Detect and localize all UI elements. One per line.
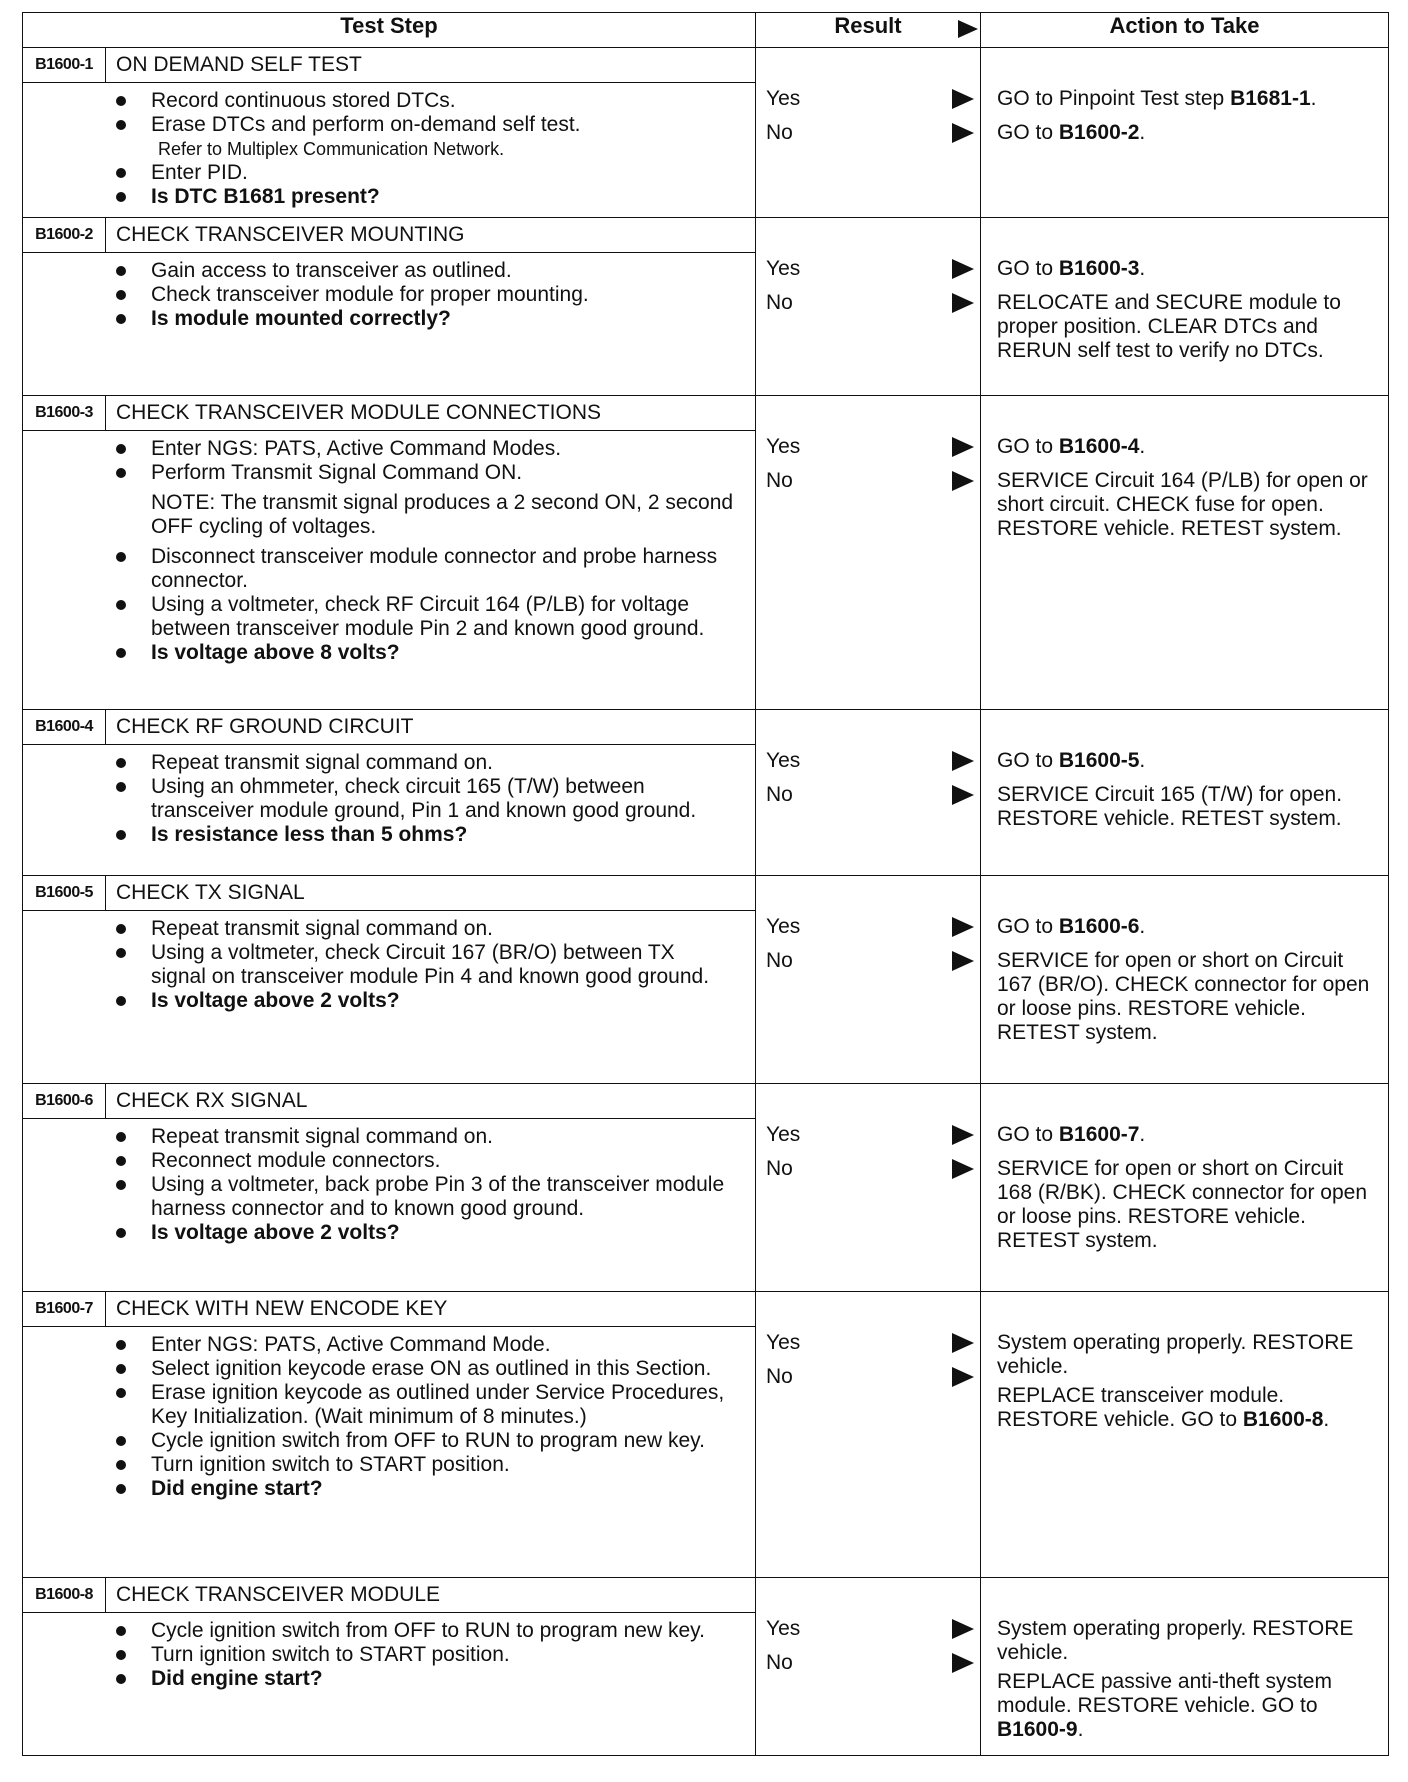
result-spacer xyxy=(756,876,980,910)
table-body xyxy=(23,48,1389,1756)
arrow-right-icon xyxy=(952,1619,974,1639)
action-text-end: . xyxy=(1077,1718,1084,1741)
no-action-text xyxy=(997,291,1380,363)
result-cell xyxy=(756,710,981,876)
step-header xyxy=(23,218,755,253)
action-text: GO to xyxy=(997,257,1059,280)
step-question: Is module mounted correctly? xyxy=(23,307,735,331)
table-row xyxy=(23,218,1389,396)
result-cell xyxy=(756,1084,981,1292)
arrow-right-icon xyxy=(952,917,974,937)
step-reference: B1600-7 xyxy=(1058,1123,1140,1146)
result-yes xyxy=(756,82,980,116)
no-action xyxy=(997,1152,1380,1253)
result-yes-label: Yes xyxy=(766,1123,801,1146)
step-title: CHECK WITH NEW ENCODE KEY xyxy=(116,1297,448,1320)
yes-action-text xyxy=(997,915,1145,939)
result-no xyxy=(756,286,980,320)
step-title: CHECK TRANSCEIVER MODULE CONNECTIONS xyxy=(116,401,602,424)
action-content xyxy=(981,218,1388,363)
step-title: CHECK TX SIGNAL xyxy=(116,881,305,904)
action-text: GO to xyxy=(997,435,1059,458)
action-text: GO to xyxy=(997,749,1059,772)
step-header xyxy=(23,48,755,83)
result-no xyxy=(756,944,980,978)
action-text-end: . xyxy=(1139,1123,1146,1146)
action-content xyxy=(981,396,1388,541)
step-instructions xyxy=(23,1327,755,1509)
result-yes xyxy=(756,1612,980,1646)
arrow-right-icon xyxy=(952,293,974,313)
step-instructions xyxy=(23,1613,755,1699)
action-spacer xyxy=(997,48,1380,82)
action-text: RELOCATE and SECURE module to proper position. CLEAR DTCs and RERUN self test to verify no DTCs. xyxy=(997,291,1341,362)
step-header xyxy=(23,396,755,431)
action-text: REPLACE passive anti-theft system module. RESTORE vehicle. GO to xyxy=(997,1670,1332,1717)
no-action xyxy=(997,286,1380,363)
result-no-label: No xyxy=(766,121,793,144)
result-no-label: No xyxy=(766,1365,793,1388)
test-step-cell xyxy=(23,218,756,396)
arrow-right-icon xyxy=(958,20,978,38)
action-content xyxy=(981,876,1388,1045)
arrow-right-icon xyxy=(952,123,974,143)
list-item: Check transceiver module for proper mounting. xyxy=(23,283,735,307)
arrow-right-icon xyxy=(952,259,974,279)
table-row xyxy=(23,48,1389,218)
action-text: SERVICE for open or short on Circuit 167 (BR/O). CHECK connector for open or loose pins. RESTORE vehicle. RETEST system. xyxy=(997,949,1370,1044)
list-item: Repeat transmit signal command on. xyxy=(23,751,735,775)
result-no xyxy=(756,778,980,812)
step-instructions xyxy=(23,431,755,673)
list-item: Cycle ignition switch from OFF to RUN to program new key. xyxy=(23,1619,735,1643)
list-item: Select ignition keycode erase ON as outlined in this Section. xyxy=(23,1357,735,1381)
result-yes xyxy=(756,910,980,944)
step-header xyxy=(23,710,755,745)
table-row xyxy=(23,1292,1389,1578)
action-cell xyxy=(981,876,1389,1084)
test-step-cell xyxy=(23,396,756,710)
header-action: Action to Take xyxy=(981,13,1389,48)
result-yes-label: Yes xyxy=(766,915,801,938)
action-text-end: . xyxy=(1139,121,1146,144)
table-row xyxy=(23,876,1389,1084)
list-item: Turn ignition switch to START position. xyxy=(23,1453,735,1477)
result-no-label: No xyxy=(766,469,793,492)
no-action-text xyxy=(997,1157,1380,1253)
action-text: GO to xyxy=(997,915,1059,938)
step-header xyxy=(23,1084,755,1119)
step-id: B1600-5 xyxy=(23,876,106,910)
result-yes xyxy=(756,744,980,778)
result-yes xyxy=(756,1118,980,1152)
step-title: ON DEMAND SELF TEST xyxy=(116,53,362,76)
action-spacer xyxy=(997,1292,1380,1326)
step-id: B1600-6 xyxy=(23,1084,106,1118)
test-table xyxy=(22,12,1389,1756)
step-reference: B1600-2 xyxy=(1058,121,1140,144)
list-item: Enter NGS: PATS, Active Command Modes. xyxy=(23,437,735,461)
test-step-cell xyxy=(23,710,756,876)
action-spacer xyxy=(997,1084,1380,1118)
result-spacer xyxy=(756,48,980,82)
step-id: B1600-8 xyxy=(23,1578,106,1612)
arrow-right-icon xyxy=(952,951,974,971)
result-cell xyxy=(756,876,981,1084)
arrow-right-icon xyxy=(952,89,974,109)
step-title: CHECK RX SIGNAL xyxy=(116,1089,308,1112)
no-action xyxy=(997,944,1380,1045)
arrow-right-icon xyxy=(952,437,974,457)
action-content xyxy=(981,1292,1388,1432)
no-action xyxy=(997,1665,1380,1742)
result-spacer xyxy=(756,218,980,252)
action-text-end: . xyxy=(1323,1408,1330,1431)
action-text: System operating properly. RESTORE vehicle. xyxy=(997,1617,1354,1664)
action-text: REPLACE transceiver module. RESTORE vehicle. GO to xyxy=(997,1384,1285,1431)
test-step-cell xyxy=(23,1292,756,1578)
step-header xyxy=(23,876,755,911)
table-header-row xyxy=(23,13,1389,48)
step-id: B1600-3 xyxy=(23,396,106,430)
list-item: Repeat transmit signal command on. xyxy=(23,917,735,941)
list-item: Gain access to transceiver as outlined. xyxy=(23,259,735,283)
result-spacer xyxy=(756,1578,980,1612)
result-cell xyxy=(756,218,981,396)
step-question: Is voltage above 2 volts? xyxy=(23,1221,735,1245)
action-cell xyxy=(981,1084,1389,1292)
no-action xyxy=(997,778,1380,831)
action-text-end: . xyxy=(1139,435,1146,458)
result-cell xyxy=(756,1292,981,1578)
table-row xyxy=(23,396,1389,710)
header-result xyxy=(756,13,981,48)
step-reference: B1600-9 xyxy=(997,1718,1078,1741)
yes-action xyxy=(997,910,1380,944)
result-yes-label: Yes xyxy=(766,1617,801,1640)
list-item: Cycle ignition switch from OFF to RUN to program new key. xyxy=(23,1429,735,1453)
step-instructions xyxy=(23,745,755,855)
result-no-label: No xyxy=(766,1157,793,1180)
action-cell xyxy=(981,1292,1389,1578)
no-action-text xyxy=(997,1670,1380,1742)
table-row xyxy=(23,710,1389,876)
list-item: Using a voltmeter, check RF Circuit 164 (P/LB) for voltage between transceiver module Pin 2 and known good ground. xyxy=(23,593,735,641)
step-reference: B1600-8 xyxy=(1242,1408,1324,1431)
header-result-label: Result xyxy=(834,13,902,38)
list-item: Turn ignition switch to START position. xyxy=(23,1643,735,1667)
step-reference: B1600-6 xyxy=(1058,915,1140,938)
no-action-text xyxy=(997,121,1145,145)
action-content xyxy=(981,48,1388,150)
yes-action xyxy=(997,82,1380,116)
arrow-right-icon xyxy=(952,1367,974,1387)
step-header xyxy=(23,1292,755,1327)
result-cell xyxy=(756,396,981,710)
yes-action xyxy=(997,1612,1380,1665)
no-action xyxy=(997,464,1380,541)
result-no-label: No xyxy=(766,949,793,972)
result-no-label: No xyxy=(766,783,793,806)
no-action-text xyxy=(997,783,1380,831)
result-cell xyxy=(756,48,981,218)
action-text-end: . xyxy=(1139,749,1146,772)
result-no xyxy=(756,464,980,498)
arrow-right-icon xyxy=(952,1125,974,1145)
result-yes xyxy=(756,1326,980,1360)
no-action xyxy=(997,116,1380,150)
test-step-cell xyxy=(23,1084,756,1292)
step-header xyxy=(23,1578,755,1613)
arrow-right-icon xyxy=(952,471,974,491)
list-item: Enter PID. xyxy=(23,161,735,185)
result-yes-label: Yes xyxy=(766,749,801,772)
result-no xyxy=(756,116,980,150)
no-action xyxy=(997,1379,1380,1432)
step-question: Is voltage above 2 volts? xyxy=(23,989,735,1013)
action-spacer xyxy=(997,710,1380,744)
table-row xyxy=(23,1578,1389,1756)
step-id: B1600-1 xyxy=(23,48,106,82)
action-text: SERVICE Circuit 164 (P/LB) for open or short circuit. CHECK fuse for open. RESTORE vehicle. RETEST system. xyxy=(997,469,1368,540)
step-title: CHECK TRANSCEIVER MOUNTING xyxy=(116,223,465,246)
yes-action xyxy=(997,744,1380,778)
action-content xyxy=(981,1578,1388,1742)
list-item: Reconnect module connectors. xyxy=(23,1149,735,1173)
yes-action xyxy=(997,1326,1380,1379)
arrow-right-icon xyxy=(952,751,974,771)
result-yes-label: Yes xyxy=(766,1331,801,1354)
list-item: Record continuous stored DTCs. xyxy=(23,89,735,113)
action-content xyxy=(981,710,1388,831)
yes-action-text xyxy=(997,435,1145,459)
step-note: NOTE: The transmit signal produces a 2 second ON, 2 second OFF cycling of voltages. xyxy=(151,491,734,538)
action-text: SERVICE for open or short on Circuit 168 (R/BK). CHECK connector for open or loose pins. RESTORE vehicle. RETEST system. xyxy=(997,1157,1368,1252)
yes-action-text xyxy=(997,257,1145,281)
list-item: Erase ignition keycode as outlined under Service Procedures, Key Initialization. (Wait minimum of 8 minutes.) xyxy=(23,1381,735,1429)
result-yes-label: Yes xyxy=(766,435,801,458)
action-text: GO to xyxy=(997,121,1059,144)
action-text-end: . xyxy=(1310,87,1317,110)
result-yes xyxy=(756,252,980,286)
step-reference: B1600-4 xyxy=(1058,435,1140,458)
step-question: Did engine start? xyxy=(23,1667,735,1691)
list-item: Repeat transmit signal command on. xyxy=(23,1125,735,1149)
step-instructions xyxy=(23,911,755,1021)
result-spacer xyxy=(756,396,980,430)
list-item: Refer to Multiplex Communication Network. xyxy=(158,139,505,159)
yes-action xyxy=(997,430,1380,464)
list-item: Using a voltmeter, check Circuit 167 (BR/O) between TX signal on transceiver module Pin 4 and known good ground. xyxy=(23,941,735,989)
action-spacer xyxy=(997,396,1380,430)
step-id: B1600-4 xyxy=(23,710,106,744)
result-yes-label: Yes xyxy=(766,257,801,280)
arrow-right-icon xyxy=(952,1159,974,1179)
action-text-end: . xyxy=(1139,257,1146,280)
arrow-right-icon xyxy=(952,785,974,805)
yes-action-text xyxy=(997,749,1145,773)
result-no-label: No xyxy=(766,1651,793,1674)
table-row xyxy=(23,1084,1389,1292)
test-step-cell xyxy=(23,876,756,1084)
yes-action-text xyxy=(997,87,1316,111)
step-id: B1600-2 xyxy=(23,218,106,252)
result-yes-label: Yes xyxy=(766,87,801,110)
action-cell xyxy=(981,396,1389,710)
header-test-step: Test Step xyxy=(23,13,756,48)
list-item: Using a voltmeter, back probe Pin 3 of the transceiver module harness connector and to known good ground. xyxy=(23,1173,735,1221)
result-no xyxy=(756,1646,980,1680)
result-no-label: No xyxy=(766,291,793,314)
result-spacer xyxy=(756,710,980,744)
step-title: CHECK TRANSCEIVER MODULE xyxy=(116,1583,441,1606)
arrow-right-icon xyxy=(952,1653,974,1673)
action-text-end: . xyxy=(1139,915,1146,938)
step-question: Is voltage above 8 volts? xyxy=(23,641,735,665)
test-step-cell xyxy=(23,48,756,218)
action-content xyxy=(981,1084,1388,1253)
list-item: Erase DTCs and perform on-demand self test. xyxy=(23,113,735,137)
result-cell xyxy=(756,1578,981,1756)
action-cell xyxy=(981,710,1389,876)
action-cell xyxy=(981,1578,1389,1756)
action-text: SERVICE Circuit 165 (T/W) for open. RESTORE vehicle. RETEST system. xyxy=(997,783,1343,830)
result-no xyxy=(756,1152,980,1186)
list-item: Disconnect transceiver module connector and probe harness connector. xyxy=(23,545,735,593)
no-action-text xyxy=(997,469,1380,541)
step-title: CHECK RF GROUND CIRCUIT xyxy=(116,715,414,738)
list-item: Enter NGS: PATS, Active Command Mode. xyxy=(23,1333,735,1357)
action-spacer xyxy=(997,1578,1380,1612)
action-text: GO to Pinpoint Test step xyxy=(997,87,1231,110)
action-text: GO to xyxy=(997,1123,1059,1146)
test-step-cell xyxy=(23,1578,756,1756)
step-id: B1600-7 xyxy=(23,1292,106,1326)
list-item: Using an ohmmeter, check circuit 165 (T/W) between transceiver module ground, Pin 1 and known good ground. xyxy=(23,775,735,823)
step-reference: B1600-5 xyxy=(1058,749,1140,772)
yes-action-text xyxy=(997,1331,1380,1379)
result-yes xyxy=(756,430,980,464)
yes-action xyxy=(997,1118,1380,1152)
yes-action-text xyxy=(997,1617,1380,1665)
no-action-text xyxy=(997,1384,1380,1432)
step-instructions xyxy=(23,1119,755,1253)
result-spacer xyxy=(756,1084,980,1118)
result-spacer xyxy=(756,1292,980,1326)
step-reference: B1681-1 xyxy=(1230,87,1311,110)
action-cell xyxy=(981,48,1389,218)
yes-action xyxy=(997,252,1380,286)
result-no xyxy=(756,1360,980,1394)
step-question: Is DTC B1681 present? xyxy=(23,185,735,209)
action-spacer xyxy=(997,218,1380,252)
no-action-text xyxy=(997,949,1380,1045)
step-reference: B1600-3 xyxy=(1058,257,1140,280)
action-spacer xyxy=(997,876,1380,910)
yes-action-text xyxy=(997,1123,1145,1147)
arrow-right-icon xyxy=(952,1333,974,1353)
action-text: System operating properly. RESTORE vehicle. xyxy=(997,1331,1354,1378)
step-instructions xyxy=(23,83,755,217)
diagnostic-table xyxy=(22,12,1388,1756)
step-question: Is resistance less than 5 ohms? xyxy=(23,823,735,847)
step-instructions xyxy=(23,253,755,339)
action-cell xyxy=(981,218,1389,396)
list-item: Perform Transmit Signal Command ON. xyxy=(23,461,735,485)
step-question: Did engine start? xyxy=(23,1477,735,1501)
